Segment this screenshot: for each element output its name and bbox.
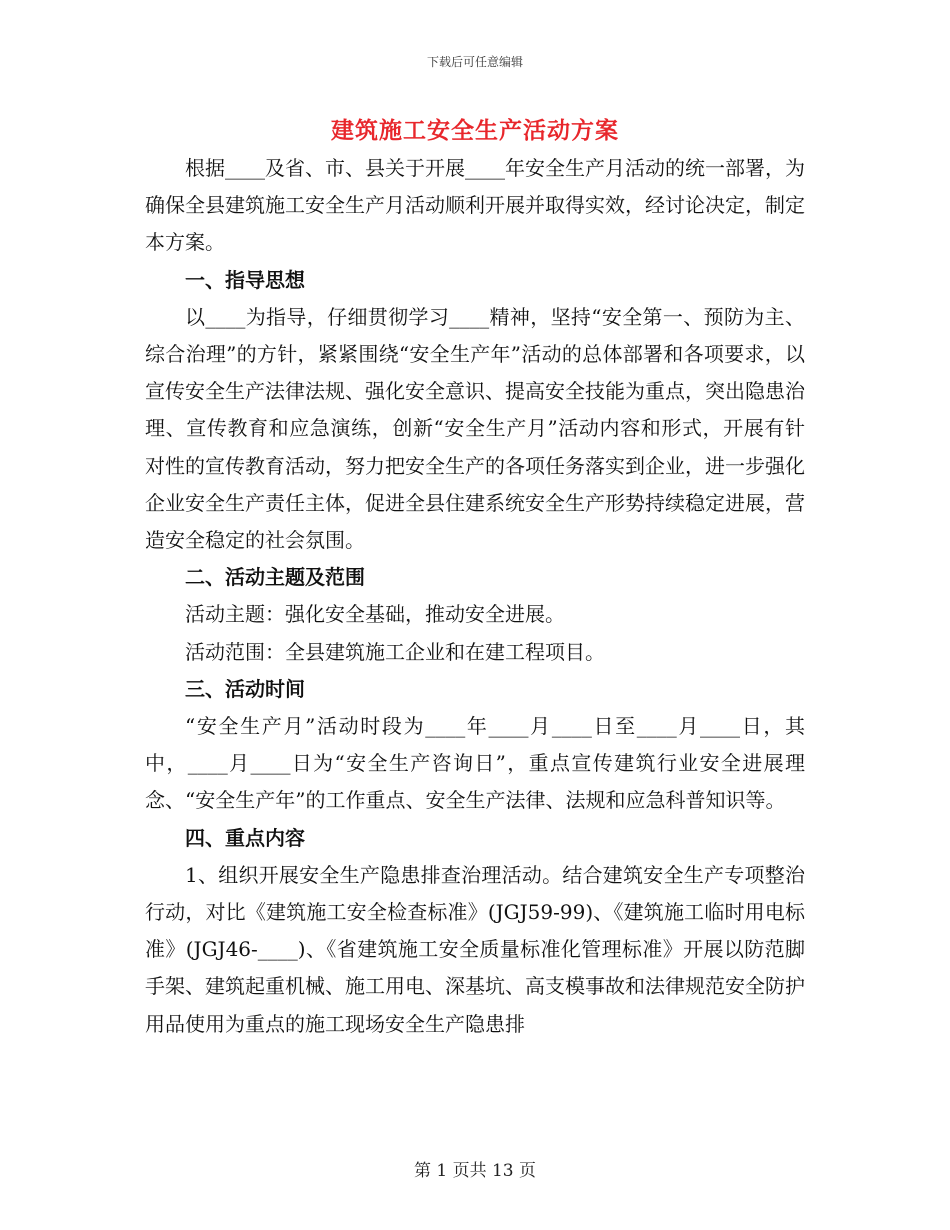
section-heading-activity-time: 三、活动时间	[185, 676, 305, 701]
page-header-note: 下载后可任意编辑	[426, 55, 523, 69]
intro-paragraph: 根据____及省、市、县关于开展____年安全生产月活动的统一部署，为确保全县建筑施工安全生产月活动顺利开展并取得实效，经讨论决定，制定本方案。	[145, 156, 805, 255]
section-heading-guiding-ideology: 一、指导思想	[185, 267, 305, 292]
document-title: 建筑施工安全生产活动方案	[331, 117, 619, 144]
page-number: 第 1 页共 13 页	[413, 1161, 537, 1181]
theme-paragraph: 活动主题：强化安全基础，推动安全进展。	[185, 602, 565, 627]
document-body	[145, 150, 805, 1043]
section-heading-key-content: 四、重点内容	[185, 825, 305, 850]
scope-paragraph: 活动范围：全县建筑施工企业和在建工程项目。	[185, 639, 605, 664]
key-content-paragraph: 1、组织开展安全生产隐患排查治理活动。结合建筑安全生产专项整治行动，对比《建筑施工安全检查标准》(JGJ59-99)、《建筑施工临时用电标准》(JGJ46-____)、《省建筑施工安全质量标准化管理标准》开展以防范脚手架、建筑起重机械、施工用电、深基坑、高支模事故和法律规范安全防护用品使用为重点的施工现场安全生产隐患排	[145, 862, 805, 1036]
guiding-ideology-paragraph: 以____为指导，仔细贯彻学习____精神，坚持“安全第一、预防为主、综合治理”的方针，紧紧围绕“安全生产年”活动的总体部署和各项要求，以宣传安全生产法律法规、强化安全意识、提高安全技能为重点，突出隐患治理、宣传教育和应急演练，创新“安全生产月”活动内容和形式，开展有针对性的宣传教育活动，努力把安全生产的各项任务落实到企业，进一步强化企业安全生产责任主体，促进全县住建系统安全生产形势持续稳定进展，营造安全稳定的社会氛围。	[145, 304, 805, 553]
section-heading-theme-scope: 二、活动主题及范围	[185, 565, 365, 590]
activity-time-paragraph: “安全生产月”活动时段为____年____月____日至____月____日，其中，____月____日为“安全生产咨询日”，重点宣传建筑行业安全进展理念、“安全生产年”的工作重点、安全生产法律、法规和应急科普知识等。	[145, 714, 805, 813]
